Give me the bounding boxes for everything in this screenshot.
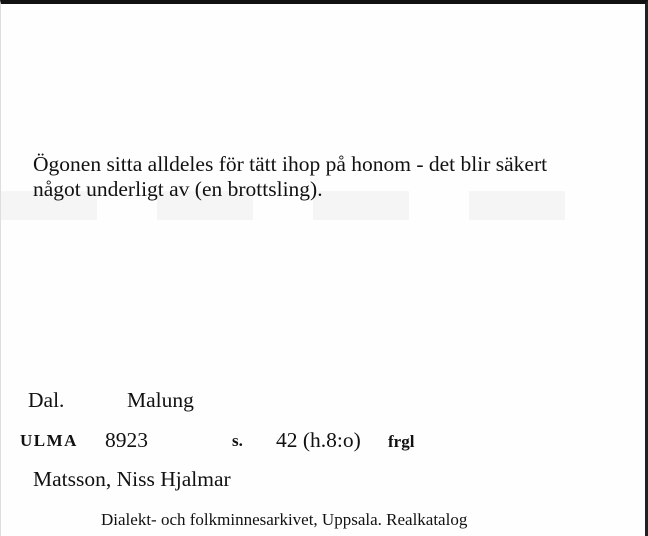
page-label: s. (232, 431, 243, 450)
card-text-line-2: något underligt av (en brottsling). (33, 177, 323, 201)
informant-name: Matsson, Niss Hjalmar (33, 467, 231, 491)
card-text-line-1: Ögonen sitta alldeles för tätt ihop på honom - det blir säkert (33, 152, 548, 176)
category-tag: frgl (388, 432, 415, 451)
page-reference: 42 (h.8:o) (276, 428, 361, 452)
archive-label: ULMA (20, 431, 78, 450)
archive-number: 8923 (105, 428, 148, 452)
region-label: Dal. (28, 388, 65, 412)
archive-footer: Dialekt- och folkminnesarkivet, Uppsala. Realkatalog (101, 510, 468, 529)
card-text (33, 152, 633, 202)
parish-label: Malung (127, 388, 194, 412)
